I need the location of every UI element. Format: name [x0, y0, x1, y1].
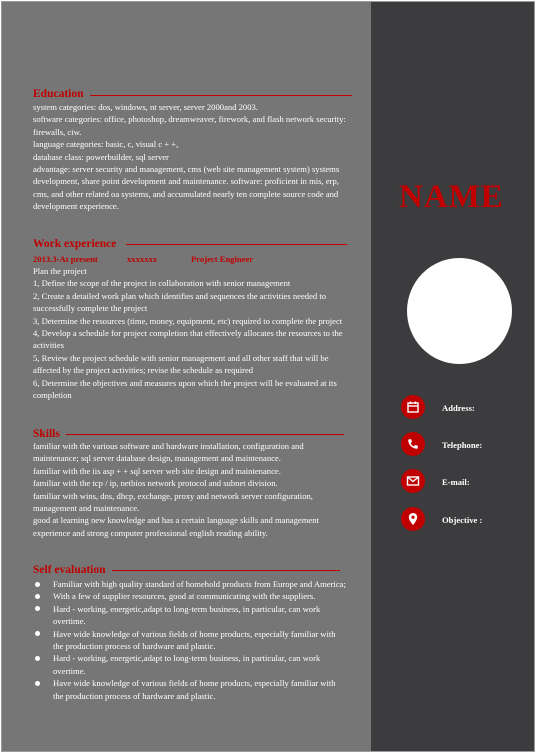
self-evaluation-rule: [112, 570, 340, 571]
bullet-icon: [35, 606, 40, 611]
self-evaluation-list: [33, 578, 347, 702]
job-company: xxxxxxx: [127, 254, 158, 264]
work-text: [33, 265, 347, 401]
work-line: Plan the project: [33, 266, 87, 276]
education-text: [33, 101, 347, 213]
bullet-icon: [35, 656, 40, 661]
work-line: 4, Develop a schedule for project completion that effectively allocates the resources to the activities: [33, 328, 343, 351]
telephone-label: Telephone:: [442, 440, 483, 450]
education-line: database class: powerbuilder, sql server: [33, 151, 169, 162]
education-line: advantage: server security and management, cms (web site management system) systems development, share point development and maintenance. software: proficient in mis, erp, cms, and other related oa systems, and accumulated nearly ten complete source code and development experience.: [33, 164, 340, 212]
education-line: software categories: office, photoshop, dreamweaver, firework, and flash network security: firewalls, ciw.: [33, 114, 346, 137]
skills-heading: Skills: [33, 428, 60, 440]
location-pin-icon: [401, 507, 425, 531]
job-period: 2013.3-At present: [33, 254, 98, 264]
list-item: Have wide knowledge of various fields of home products, especially familiar with the production process of hardware and plastic.: [33, 677, 347, 702]
bullet-icon: [35, 631, 40, 636]
list-item: Familiar with high quality standard of homehold products from Europe and America;: [33, 578, 347, 590]
work-line: 2, Create a detailed work plan which identifies and sequences the activities needed to successfully complete the project: [33, 290, 327, 314]
bullet-icon: [35, 681, 40, 686]
list-item: With a few of supplier resources, good at communicating with the suppliers.: [33, 590, 347, 602]
skills-line: familiar with wins, dns, dhcp, exchange, proxy and network server configuration, management and maintenance.: [33, 490, 313, 514]
skills-line: familiar with the various software and hardware installation, configuration and maintenance; sql server database design, management and maintenance.: [33, 441, 304, 464]
list-item: Hard - working, energetic,adapt to long-term business, in particular, can work overtime.: [33, 603, 347, 628]
main-column: [2, 2, 371, 752]
resume-page: [1, 1, 535, 752]
email-label: E-mail:: [442, 477, 470, 487]
list-item: Have wide knowledge of various fields of home products, especially familiar with the production process of hardware and plastic.: [33, 628, 347, 653]
self-evaluation-heading: Self evaluation: [33, 564, 106, 576]
skills-line: familiar with the tcp / ip, netbios network protocol and subnet division.: [33, 478, 278, 489]
education-line: language categories: basic, c, visual c + +,: [33, 139, 179, 150]
education-line: system categories: dos, windows, nt server, server 2000and 2003.: [33, 102, 258, 112]
phone-icon: [401, 432, 425, 456]
photo-placeholder: [407, 258, 512, 364]
education-heading: Education: [33, 88, 84, 100]
work-line: 3, Determine the resources (time, money, equipment, etc) required to complete the project: [33, 315, 343, 326]
work-line: 1, Define the scope of the project in collaboration with senior management: [33, 278, 291, 289]
skills-rule: [66, 434, 344, 435]
bullet-icon: [35, 594, 40, 599]
skills-line: familiar with the iis asp + + sql server web site design and maintenance.: [33, 465, 281, 476]
skills-line: good at learning new knowledge and has a certain language skills and management experience and strong computer professional english reading ability.: [33, 515, 319, 538]
work-line: 6, Determine the objectives and measures upon which the project will be evaluated at its completion: [33, 377, 337, 401]
mail-icon: [401, 469, 425, 493]
education-rule: [90, 95, 352, 96]
list-item: Hard - working, energetic,adapt to long-term business, in particular, can work overtime.: [33, 652, 347, 677]
work-heading: Work experience: [33, 238, 117, 250]
calendar-icon: [401, 395, 425, 419]
sidebar: [371, 2, 535, 752]
address-label: Address:: [442, 403, 475, 413]
objective-label: Objective :: [442, 515, 483, 525]
skills-text: [33, 440, 347, 539]
job-position: Project Engineer: [191, 254, 254, 264]
work-line: 5, Review the project schedule with senior management and all other staff that will be affected by the project activities; revise the schedule as required: [33, 352, 329, 376]
bullet-icon: [35, 582, 40, 587]
candidate-name: NAME: [399, 179, 504, 215]
work-rule: [126, 244, 347, 245]
